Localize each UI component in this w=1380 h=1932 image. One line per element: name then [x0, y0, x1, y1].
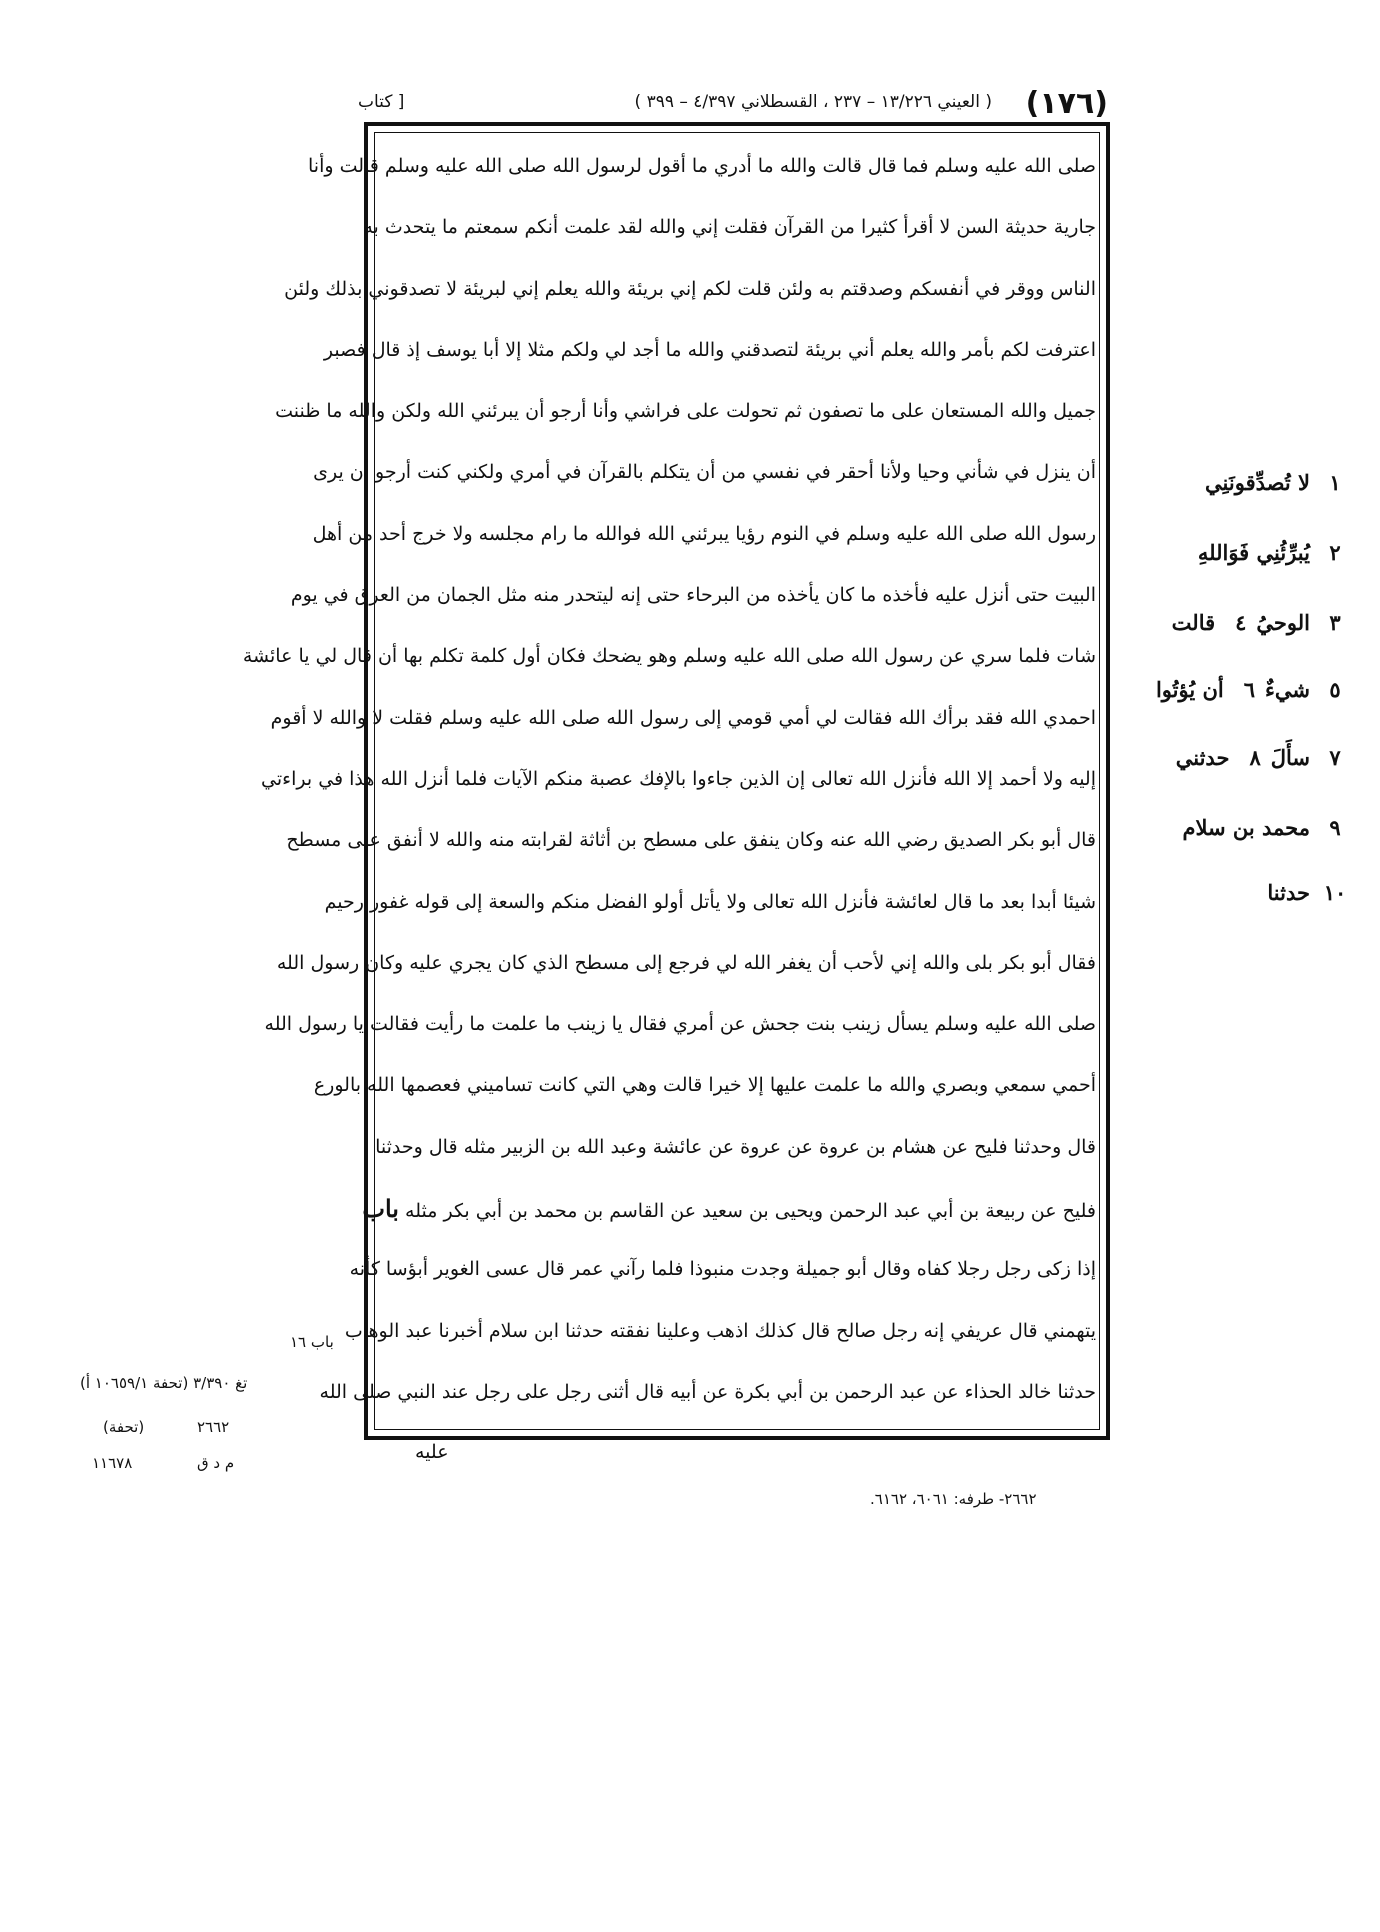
text-line: فقال أبو بكر بلى والله إني لأحب أن يغفر الله لي فرجع إلى مسطح الذي كان يجري عليه وكان رسول الله [276, 951, 1096, 974]
note-text: حدثنا [1267, 880, 1310, 905]
note-text: لا تُصدِّقونَنِي [1205, 470, 1310, 495]
text-line: شات فلما سري عن رسول الله صلى الله عليه وسلم وهو يضحك فكان أول كلمة تكلم بها أن قال لي يا عائشة [242, 645, 1096, 668]
page-header [350, 86, 1110, 122]
note-number: ١٠ [1323, 880, 1347, 905]
book-label: [ كتاب [358, 92, 405, 112]
margin-note [1267, 880, 1350, 938]
note-text: سأَلَ [1270, 745, 1310, 770]
text-line: الناس ووقر في أنفسكم وصدقتم به ولئن قلت لكم إني بريئة والله يعلم إني لبريئة لا تصدقوني بذلك ولئن [284, 277, 1096, 300]
text-line: صلى الله عليه وسلم فما قال قالت والله ما أدري ما أقول لرسول الله صلى الله عليه وسلم قالت وأنا [308, 155, 1096, 177]
note-text: الوحيُ [1256, 610, 1310, 635]
footnote-cross-reference: ٢٦٦٢- طرفه: ٦٠٦١، ٦١٦٢. [870, 1490, 1037, 1508]
text-line-content: فليح عن ربيعة بن أبي عبد الرحمن ويحيى بن سعيد عن القاسم بن محمد بن أبي بكر مثله [405, 1200, 1096, 1223]
text-line: قال وحدثنا فليح عن هشام بن عروة عن عروة عن عائشة وعبد الله بن الزبير مثله قال وحدثنا [375, 1135, 1096, 1158]
margin-note [1156, 677, 1350, 735]
tuhfa-label: (تحفة) [103, 1418, 145, 1436]
text-line: إليه ولا أحمد إلا الله فأنزل الله تعالى إن الذين جاءوا بالإفك عصبة منكم الآيات فلما أنزل الله هذا في براءتي [261, 767, 1096, 790]
text-line: أحمي سمعي وبصري والله ما علمت عليها إلا خيرا قالت وهي التي كانت تساميني فعصمها الله بالورع [313, 1074, 1096, 1097]
bab-number: باب ١٦ [290, 1333, 334, 1351]
text-line: حدثنا خالد الحذاء عن عبد الرحمن بن أبي بكرة عن أبيه قال أثنى رجل على رجل عند النبي صلى الله [319, 1380, 1096, 1403]
text-line: أن ينزل في شأني وحيا ولأنا أحقر في نفسي من أن يتكلم بالقرآن في أمري ولكني كنت أرجو أن يرى [313, 461, 1096, 484]
page-number: (١٧٦) [1025, 86, 1108, 121]
text-line: احمدي الله فقد برأك الله فقالت لي أمي قومي إلى رسول الله صلى الله عليه وسلم فقلت لا والله لا أقوم [270, 706, 1096, 729]
note-number: ٥ [1329, 677, 1341, 702]
margin-note [1198, 540, 1350, 598]
mdq-number: ١١٦٧٨ [92, 1454, 133, 1472]
note-number: ٩ [1329, 815, 1341, 840]
note-text: محمد بن سلام [1182, 815, 1310, 840]
text-line: قال أبو بكر الصديق رضي الله عنه وكان ينفق على مسطح بن أثاثة لقرابته منه والله لا أنفق على مسطح [286, 829, 1096, 852]
note-text: حدثني [1175, 745, 1230, 770]
catchword: عليه [415, 1441, 449, 1463]
note-number: ٣ [1329, 610, 1341, 635]
note-number: ٨ [1249, 745, 1261, 770]
text-line [362, 1178, 1096, 1239]
text-line: شيئا أبدا بعد ما قال لعائشة فأنزل الله تعالى ولا يأتل أولو الفضل منكم والسعة إلى قوله غفور رحيم [324, 890, 1096, 913]
note-number: ٦ [1243, 677, 1256, 702]
text-line: جارية حديثة السن لا أقرأ كثيرا من القرآن فقلت إني والله لقد علمت أنكم سمعتم ما يتحدث به [363, 216, 1096, 239]
text-line: جميل والله المستعان على ما تصفون ثم تحولت على فراشي وأنا أرجو أن يبرئني الله ولكن والله ما ظننت [275, 400, 1096, 423]
note-text: شيءٌ [1265, 677, 1310, 702]
margin-note [1176, 745, 1350, 803]
note-text: قالت [1171, 610, 1216, 635]
note-number: ٧ [1329, 745, 1341, 770]
text-line: البيت حتى أنزل عليه فأخذه ما كان يأخذه من البرحاء حتى إنه ليتحدر منه مثل الجمان من العرق في يوم [290, 584, 1096, 607]
margin-note [1205, 470, 1350, 528]
tuhfa-number: ٢٦٦٢ [197, 1418, 230, 1436]
mdq-label: م د ق [197, 1454, 235, 1472]
text-line: إذا زكى رجل رجلا كفاه وقال أبو جميلة وجدت منبوذا فلما رآني عمر قال عسى الغوير أبؤسا كأنه [349, 1258, 1096, 1281]
margin-note [1182, 815, 1350, 873]
note-text: يُبرِّئُنِي فَوَاللهِ [1197, 540, 1310, 565]
tagh-reference: تغ ٣/٣٩٠ (تحفة ١٠٦٥٩/١ أ) [80, 1374, 248, 1392]
note-number: ٢ [1329, 540, 1341, 565]
note-number: ٤ [1235, 610, 1247, 635]
note-number: ١ [1329, 470, 1341, 495]
note-text: أن يُؤتُوا [1155, 677, 1224, 702]
text-line: اعترفت لكم بأمر والله يعلم أني بريئة لتصدقني والله ما أجد لي ولكم مثلا إلا أبا يوسف إذ قال فصبر [323, 338, 1096, 361]
commentary-reference: ( العيني ١٣/٢٢٦ – ٢٣٧ ، القسطلاني ٤/٣٩٧ – ٣٩٩ ) [634, 92, 992, 112]
text-line: صلى الله عليه وسلم يسأل زينب بنت جحش عن أمري فقال يا زينب ما علمت ما رأيت فقالت يا رسول الله [264, 1013, 1096, 1036]
chapter-heading: باب [362, 1194, 399, 1224]
text-line: يتهمني قال عريفي إنه رجل صالح قال كذلك اذهب وعلينا نفقته حدثنا ابن سلام أخبرنا عبد الوهاب [344, 1319, 1096, 1342]
text-line: رسول الله صلى الله عليه وسلم في النوم رؤيا يبرئني الله فوالله ما رام مجلسه ولا خرج أحد من أهل [312, 522, 1096, 545]
margin-note [1172, 610, 1350, 668]
